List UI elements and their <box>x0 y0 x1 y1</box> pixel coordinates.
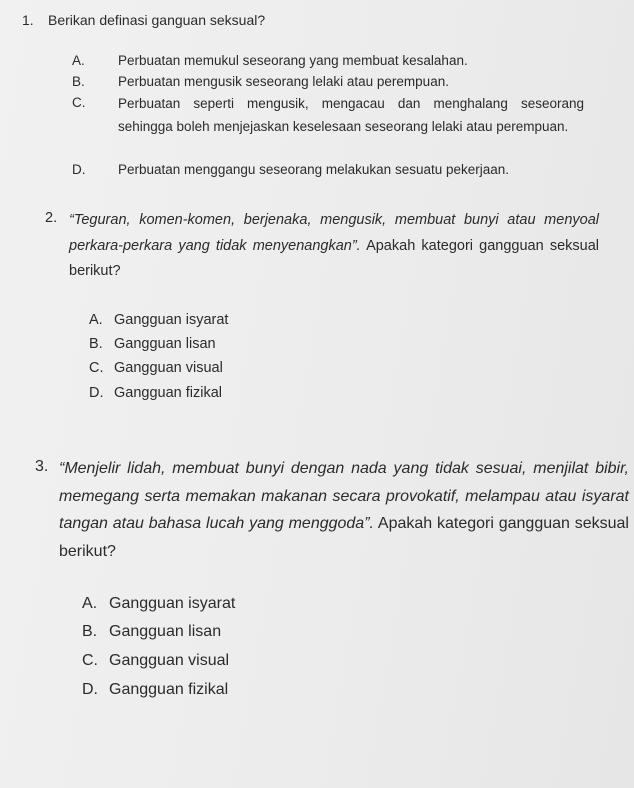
answer-option-a[interactable] <box>89 312 228 328</box>
option-letter: C. <box>89 360 104 376</box>
option-letter: C. <box>72 95 86 110</box>
question-stem <box>69 208 599 285</box>
question-number: 1. <box>22 12 34 28</box>
option-text: Perbuatan seperti mengusik, mengacau dan menghalang seseorang sehingga boleh menjejaskan keselesaan seseorang lelaki atau perempuan. <box>118 96 584 134</box>
option-text: Perbuatan mengusik seseorang lelaki atau perempuan. <box>118 74 449 89</box>
answer-option-d[interactable] <box>82 681 228 699</box>
question-stem <box>59 455 629 565</box>
answer-option-d[interactable] <box>89 385 222 401</box>
option-letter: C. <box>82 652 98 669</box>
option-text: Gangguan lisan <box>114 336 216 352</box>
option-letter: D. <box>72 162 86 177</box>
option-letter: D. <box>89 385 104 401</box>
option-text: Perbuatan memukul seseorang yang membuat kesalahan. <box>118 53 468 68</box>
option-text: Gangguan isyarat <box>109 595 236 612</box>
option-text: Perbuatan menggangu seseorang melakukan sesuatu pekerjaan. <box>118 162 510 177</box>
answer-option-c[interactable] <box>82 652 229 670</box>
option-text: Gangguan isyarat <box>114 312 229 328</box>
option-letter: A. <box>82 595 98 612</box>
option-text: Gangguan visual <box>109 652 230 669</box>
question-number: 3. <box>35 458 49 475</box>
option-letter: A. <box>72 53 85 68</box>
stem-quote: “Menjelir lidah, membuat bunyi dengan nada yang tidak sesuai, menjilat bibir, memegang serta memakan makanan secara provokatif, melampau atau isyarat tangan atau bahasa lucah yang menggoda”. <box>59 460 629 532</box>
answer-option-b[interactable] <box>82 623 221 641</box>
option-letter: B. <box>72 74 85 89</box>
answer-option-a[interactable] <box>82 595 235 613</box>
stem-prompt: Apakah kategori gangguan seksual berikut? <box>69 237 599 279</box>
option-letter: B. <box>89 336 103 352</box>
answer-option-b[interactable] <box>89 336 216 352</box>
question-number: 2. <box>45 210 58 226</box>
stem-prompt: Apakah kategori gangguan seksual berikut? <box>59 515 629 560</box>
option-text: Gangguan fizikal <box>114 385 223 401</box>
answer-option-c[interactable] <box>89 360 223 376</box>
option-letter: A. <box>89 312 103 328</box>
option-letter: D. <box>82 681 98 698</box>
stem-quote: “Teguran, komen-komen, berjenaka, mengusik, membuat bunyi atau menyoal perkara-perkara yang tidak menyenangkan”. <box>69 212 599 254</box>
option-text: Gangguan fizikal <box>109 681 229 698</box>
question-stem: Berikan definasi ganguan seksual? <box>48 12 266 28</box>
option-letter: B. <box>82 623 98 640</box>
option-text: Gangguan lisan <box>109 623 222 640</box>
option-text: Gangguan visual <box>114 360 223 376</box>
